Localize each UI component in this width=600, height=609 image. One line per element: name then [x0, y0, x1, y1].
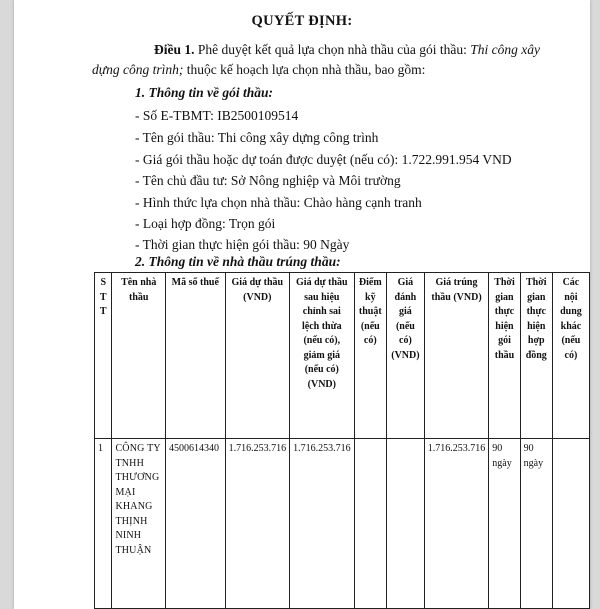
cell-package-duration: 90 ngày [489, 439, 520, 609]
header-other: Các nội dung khác (nếu có) [552, 273, 589, 439]
article-label: Điều 1. [154, 42, 195, 57]
header-tax-code: Mã số thuế [165, 273, 225, 439]
header-contractor: Tên nhà thầu [112, 273, 166, 439]
info-item-tbmt: - Số E-TBMT: IB2500109514 [135, 108, 299, 123]
cell-contractor: CÔNG TY TNHH THƯƠNG MẠI KHANG THỊNH NINH THUẬN [112, 439, 166, 609]
table-row [95, 439, 590, 609]
winning-contractor-table [94, 272, 590, 609]
article-1-paragraph [92, 40, 562, 80]
header-winning-price: Giá trúng thầu (VND) [424, 273, 489, 439]
cell-stt: 1 [95, 439, 112, 609]
header-tech-score: Điểm kỹ thuật (nếu có) [354, 273, 386, 439]
info-item-duration: - Thời gian thực hiện gói thầu: 90 Ngày [135, 237, 350, 252]
header-evaluated-price: Giá đánh giá (nếu có) (VND) [387, 273, 425, 439]
section-2-heading: 2. Thông tin về nhà thầu trúng thầu: [135, 254, 341, 269]
info-item-package-price: - Giá gói thầu hoặc dự toán được duyệt (nếu có): 1.722.991.954 VND [135, 152, 512, 167]
cell-adjusted-price: 1.716.253.716 [290, 439, 355, 609]
info-item-selection-method: - Hình thức lựa chọn nhà thầu: Chào hàng cạnh tranh [135, 195, 422, 210]
header-stt: S T T [95, 273, 112, 439]
cell-contract-duration: 90 ngày [520, 439, 552, 609]
cell-winning-price: 1.716.253.716 [424, 439, 489, 609]
document-title: QUYẾT ĐỊNH: [251, 13, 353, 29]
cell-evaluated-price [387, 439, 425, 609]
header-contract-duration: Thời gian thực hiện hợp đồng [520, 273, 552, 439]
document-page [14, 0, 590, 609]
info-item-package-name: - Tên gói thầu: Thi công xây dựng công trình [135, 130, 379, 145]
header-bid-price: Giá dự thầu (VND) [225, 273, 290, 439]
cell-tax-code: 4500614340 [165, 439, 225, 609]
header-adjusted-price: Giá dự thầu sau hiệu chỉnh sai lệch thừa (nếu có), giảm giá (nếu có) (VND) [290, 273, 355, 439]
package-name-italic: Thi công xây dựng công trình; [92, 42, 540, 77]
info-item-contract-type: - Loại hợp đồng: Trọn gói [135, 216, 276, 231]
cell-other [552, 439, 589, 609]
table-header-row [95, 273, 590, 439]
header-package-duration: Thời gian thực hiện gói thầu [489, 273, 520, 439]
article-text-before: Phê duyệt kết quả lựa chọn nhà thầu của gói thầu: [194, 42, 471, 57]
info-item-investor: - Tên chủ đầu tư: Sở Nông nghiệp và Môi trường [135, 173, 401, 188]
cell-bid-price: 1.716.253.716 [225, 439, 290, 609]
cell-tech-score [354, 439, 386, 609]
section-1-heading: 1. Thông tin về gói thầu: [135, 85, 274, 100]
article-text-after: thuộc kế hoạch lựa chọn nhà thầu, bao gồm: [183, 62, 426, 77]
